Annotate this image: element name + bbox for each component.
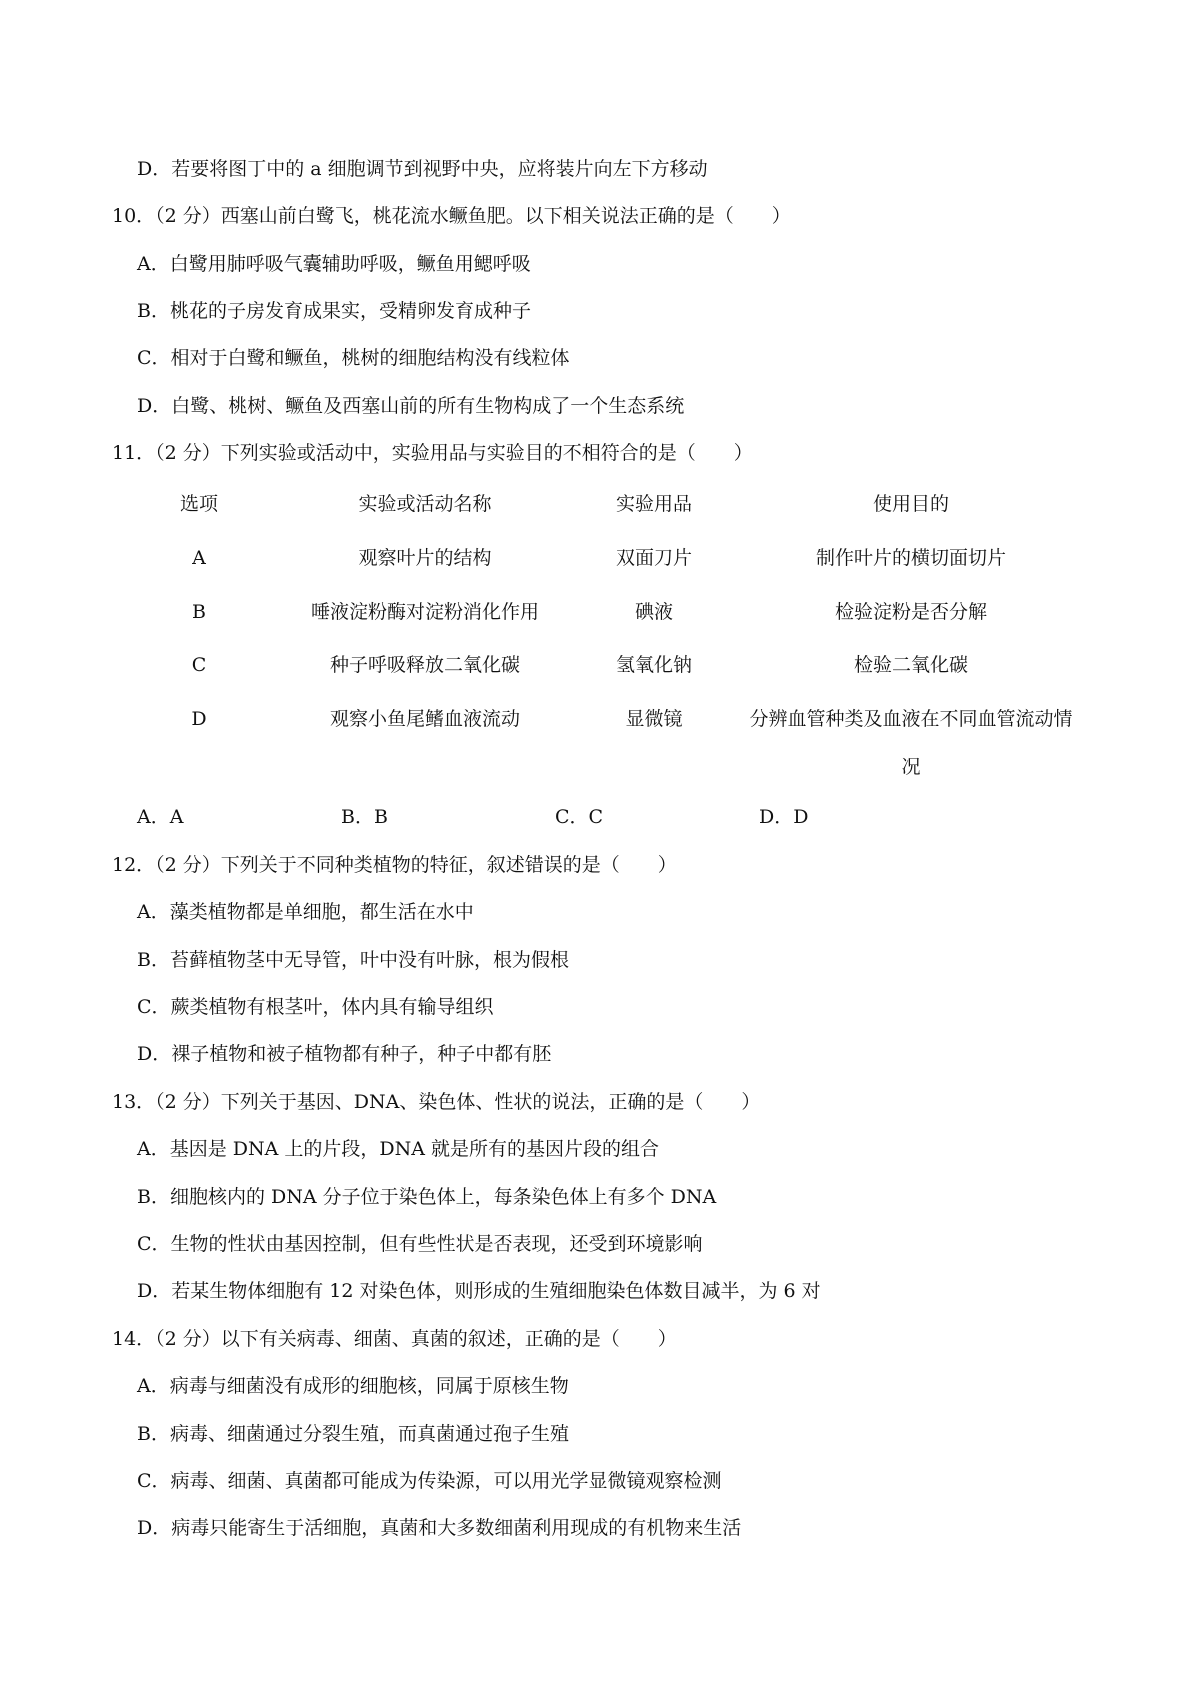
q12-option-d: D．裸子植物和被子植物都有种子，种子中都有胚 <box>137 1043 552 1065</box>
table-row-d-materials: 显微镜 <box>625 708 683 730</box>
table-header-purpose: 使用目的 <box>872 493 950 515</box>
table-row-b-activity: 唾液淀粉酶对淀粉消化作用 <box>310 601 540 623</box>
q11-option-c: C．C <box>555 806 604 828</box>
q11-option-b: B．B <box>341 806 388 828</box>
q13-option-c: C．生物的性状由基因控制，但有些性状是否表现，还受到环境影响 <box>137 1233 703 1255</box>
table-row-a-activity: 观察叶片的结构 <box>358 547 492 569</box>
q12-stem: 12．（2 分）下列关于不同种类植物的特征，叙述错误的是（ ） <box>112 854 677 876</box>
table-header-option: 选项 <box>179 493 219 515</box>
table-row-a-materials: 双面刀片 <box>615 547 693 569</box>
table-row-b-materials: 碘液 <box>634 601 674 623</box>
table-row-a-purpose: 制作叶片的横切面切片 <box>815 547 1007 569</box>
table-row-d-purpose-cont: 况 <box>901 756 921 778</box>
q10-option-a: A．白鹭用肺呼吸气囊辅助呼吸，鳜鱼用鳃呼吸 <box>137 253 531 275</box>
table-row-c-activity: 种子呼吸释放二氧化碳 <box>329 654 521 676</box>
q13-option-d: D．若某生物体细胞有 12 对染色体，则形成的生殖细胞染色体数目减半，为 6 对 <box>137 1280 821 1302</box>
table-row-d-purpose: 分辨血管种类及血液在不同血管流动情 <box>749 708 1073 730</box>
table-row-b-purpose: 检验淀粉是否分解 <box>834 601 988 623</box>
table-row-d-activity: 观察小鱼尾鳍血液流动 <box>329 708 521 730</box>
q14-option-a: A．病毒与细菌没有成形的细胞核，同属于原核生物 <box>137 1375 569 1397</box>
q11-stem: 11．（2 分）下列实验或活动中，实验用品与实验目的不相符合的是（ ） <box>112 442 753 464</box>
table-row-c-option: C <box>191 654 207 676</box>
q10-stem: 10．（2 分）西塞山前白鹭飞，桃花流水鳜鱼肥。以下相关说法正确的是（ ） <box>112 205 791 227</box>
q9-option-d: D．若要将图丁中的 a 细胞调节到视野中央，应将装片向左下方移动 <box>137 158 708 180</box>
q14-option-c: C．病毒、细菌、真菌都可能成为传染源，可以用光学显微镜观察检测 <box>137 1470 722 1492</box>
q10-option-b: B．桃花的子房发育成果实，受精卵发育成种子 <box>137 300 531 322</box>
table-row-c-purpose: 检验二氧化碳 <box>853 654 969 676</box>
q12-option-b: B．苔藓植物茎中无导管，叶中没有叶脉，根为假根 <box>137 949 569 971</box>
table-header-activity: 实验或活动名称 <box>358 493 492 515</box>
q14-option-d: D．病毒只能寄生于活细胞，真菌和大多数细菌利用现成的有机物来生活 <box>137 1517 742 1539</box>
q13-option-a: A．基因是 DNA 上的片段，DNA 就是所有的基因片段的组合 <box>137 1138 660 1160</box>
table-row-b-option: B <box>192 601 206 623</box>
table-row-d-option: D <box>191 708 207 730</box>
table-header-materials: 实验用品 <box>615 493 693 515</box>
q11-option-d: D．D <box>759 806 809 828</box>
q13-option-b: B．细胞核内的 DNA 分子位于染色体上，每条染色体上有多个 DNA <box>137 1186 717 1208</box>
q13-stem: 13．（2 分）下列关于基因、DNA、染色体、性状的说法，正确的是（ ） <box>112 1091 761 1113</box>
q14-stem: 14．（2 分）以下有关病毒、细菌、真菌的叙述，正确的是（ ） <box>112 1328 677 1350</box>
q10-option-c: C．相对于白鹭和鳜鱼，桃树的细胞结构没有线粒体 <box>137 347 570 369</box>
q11-option-a: A．A <box>137 806 184 828</box>
q10-option-d: D．白鹭、桃树、鳜鱼及西塞山前的所有生物构成了一个生态系统 <box>137 395 685 417</box>
table-row-c-materials: 氢氧化钠 <box>615 654 693 676</box>
table-row-a-option: A <box>192 547 206 569</box>
q12-option-c: C．蕨类植物有根茎叶，体内具有输导组织 <box>137 996 494 1018</box>
q12-option-a: A．藻类植物都是单细胞，都生活在水中 <box>137 901 474 923</box>
q14-option-b: B．病毒、细菌通过分裂生殖，而真菌通过孢子生殖 <box>137 1423 569 1445</box>
